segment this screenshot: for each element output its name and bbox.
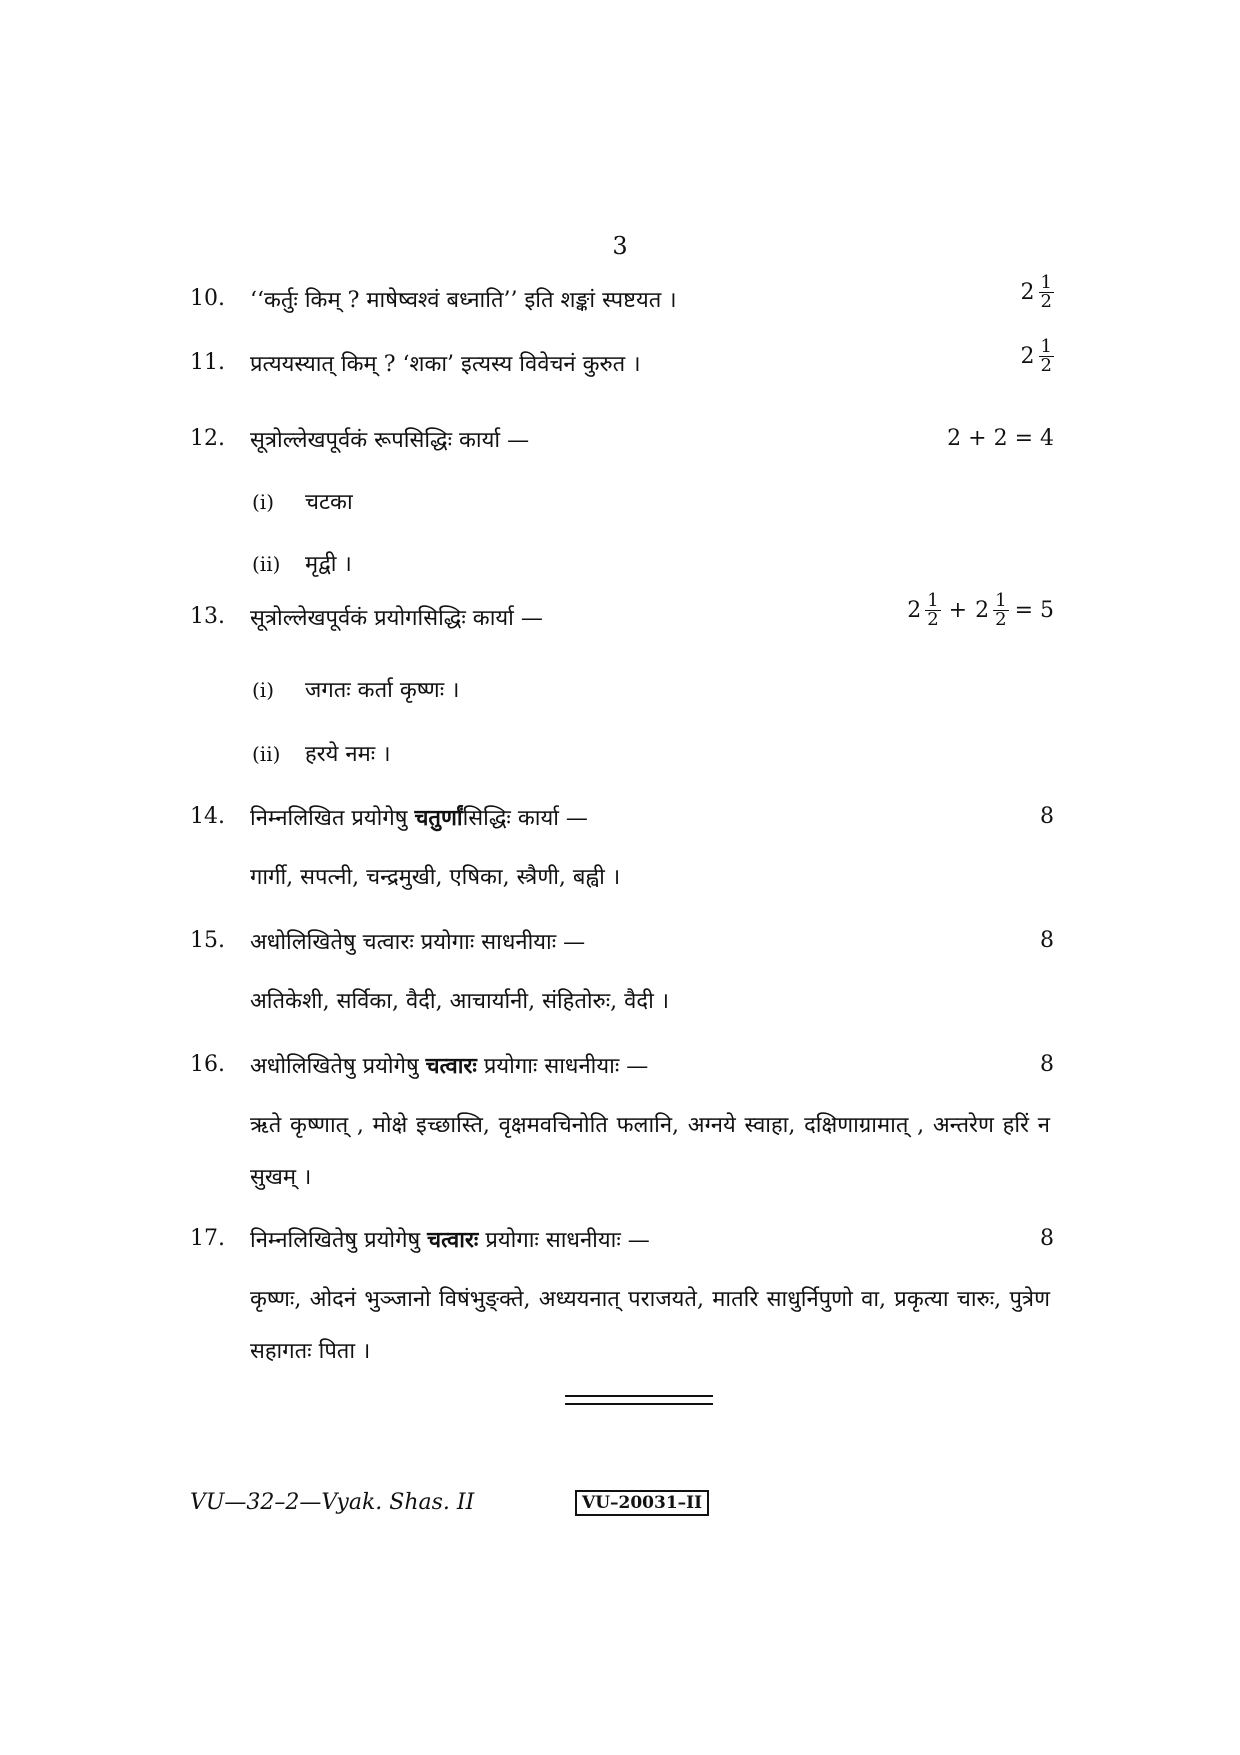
question-17-text-a: निम्नलिखितेषु प्रयोगेषु [250,1228,421,1253]
question-14-items: गार्गी, सपत्नी, चन्द्रमुखी, एषिका, स्त्रैणी, बह्वी । [250,865,621,890]
marks-whole: 2 [1020,280,1035,305]
marks-numerator: 1 [1040,272,1052,293]
question-14-text-bold: चतुर्णां [414,805,463,831]
question-16-text-a: अधोलिखितेषु प्रयोगेषु [250,1054,419,1079]
question-12-text: सूत्रोल्लेखपूर्वकं रूपसिद्धिः कार्या — [250,428,530,453]
question-12-sub-1-label: (i) [252,490,275,514]
question-16-text-b: प्रयोगाः साधनीयाः — [483,1054,649,1079]
question-15-number: 15. [190,928,225,953]
question-10-number: 10. [190,286,225,311]
question-16-items: ऋते कृष्णात् , मोक्षे इच्छास्ति, वृक्षमवचिनोति फलानि, अग्नये स्वाहा, दक्षिणाग्रामात् , अन्तरेण हरिं न सुखम् । [250,1113,1050,1190]
question-15-text: अधोलिखितेषु चत्वारः प्रयोगाः साधनीयाः — [250,930,586,955]
question-15-marks: 8 [1040,928,1054,953]
question-10-text: ‘‘कर्तुः किम् ? माषेष्वश्वं बध्नाति’’ इति शङ्कां स्पष्टयत । [250,288,677,313]
question-12-number: 12. [190,426,225,451]
marks-b-denominator: 2 [995,609,1007,630]
question-11-number: 11. [190,350,225,375]
marks-plus: + [948,598,968,623]
question-13-marks [907,592,1054,629]
question-12-marks: 2 + 2 = 4 [947,426,1054,451]
marks-denominator: 2 [1040,291,1052,312]
question-13-number: 13. [190,604,225,629]
footer-paper-code: VU—32–2—Vyak. Shas. II [190,1490,475,1515]
question-14-text-a: निम्नलिखित प्रयोगेषु [250,806,408,831]
question-17-text-b: प्रयोगाः साधनीयाः — [485,1228,650,1253]
marks-equals: = 5 [1014,598,1054,623]
question-12-sub-2-text: मृद्वी । [305,552,352,577]
marks-a-denominator: 2 [927,609,939,630]
footer-booklet-code: VU–20031–II [575,1490,709,1516]
marks-whole: 2 [1020,344,1035,369]
question-10-marks [1021,274,1054,311]
question-16-marks: 8 [1040,1052,1054,1077]
page-number: 3 [612,232,628,260]
question-16-text-bold: चत्वारः [425,1053,477,1079]
marks-b-numerator: 1 [995,590,1007,611]
question-11-marks [1021,338,1054,375]
marks-a-whole: 2 [907,598,922,623]
end-rule [565,1395,713,1405]
question-14-text-b: सिद्धिः कार्या — [462,806,588,831]
question-17-items: कृष्णः, ओदनं भुञ्जानो विषंभुङ्क्ते, अध्ययनात् पराजयते, मातरि साधुर्निपुणो वा, प्रकृत्या चारुः, पुत्रेण सहागतः पिता । [250,1287,1050,1364]
question-17-text-bold: चत्वारः [427,1227,479,1253]
question-15-items: अतिकेशी, सर्विका, वैदी, आचार्यानी, संहितोरुः, वैदी । [250,989,670,1014]
question-17-number: 17. [190,1226,225,1251]
question-13-sub-1-label: (i) [252,678,275,702]
marks-a-numerator: 1 [927,590,939,611]
question-13-sub-2-label: (ii) [252,742,281,766]
question-14-text [250,802,588,832]
question-12-sub-1-text: चटका [305,490,353,515]
marks-b-whole: 2 [975,598,990,623]
marks-numerator: 1 [1040,336,1052,357]
question-12-sub-2-label: (ii) [252,552,281,576]
question-17-text [250,1224,650,1254]
question-14-marks: 8 [1040,804,1054,829]
question-17-marks: 8 [1040,1226,1054,1251]
question-13-sub-2-text: हरये नमः । [305,742,391,767]
question-14-number: 14. [190,804,225,829]
question-13-text: सूत्रोल्लेखपूर्वकं प्रयोगसिद्धिः कार्या — [250,606,543,631]
question-11-text: प्रत्ययस्यात् किम् ? ‘शका’ इत्यस्य विवेचनं कुरुत । [250,352,641,377]
question-16-text [250,1050,648,1080]
question-13-sub-1-text: जगतः कर्ता कृष्णः । [305,678,460,703]
marks-denominator: 2 [1040,355,1052,376]
question-16-number: 16. [190,1052,225,1077]
